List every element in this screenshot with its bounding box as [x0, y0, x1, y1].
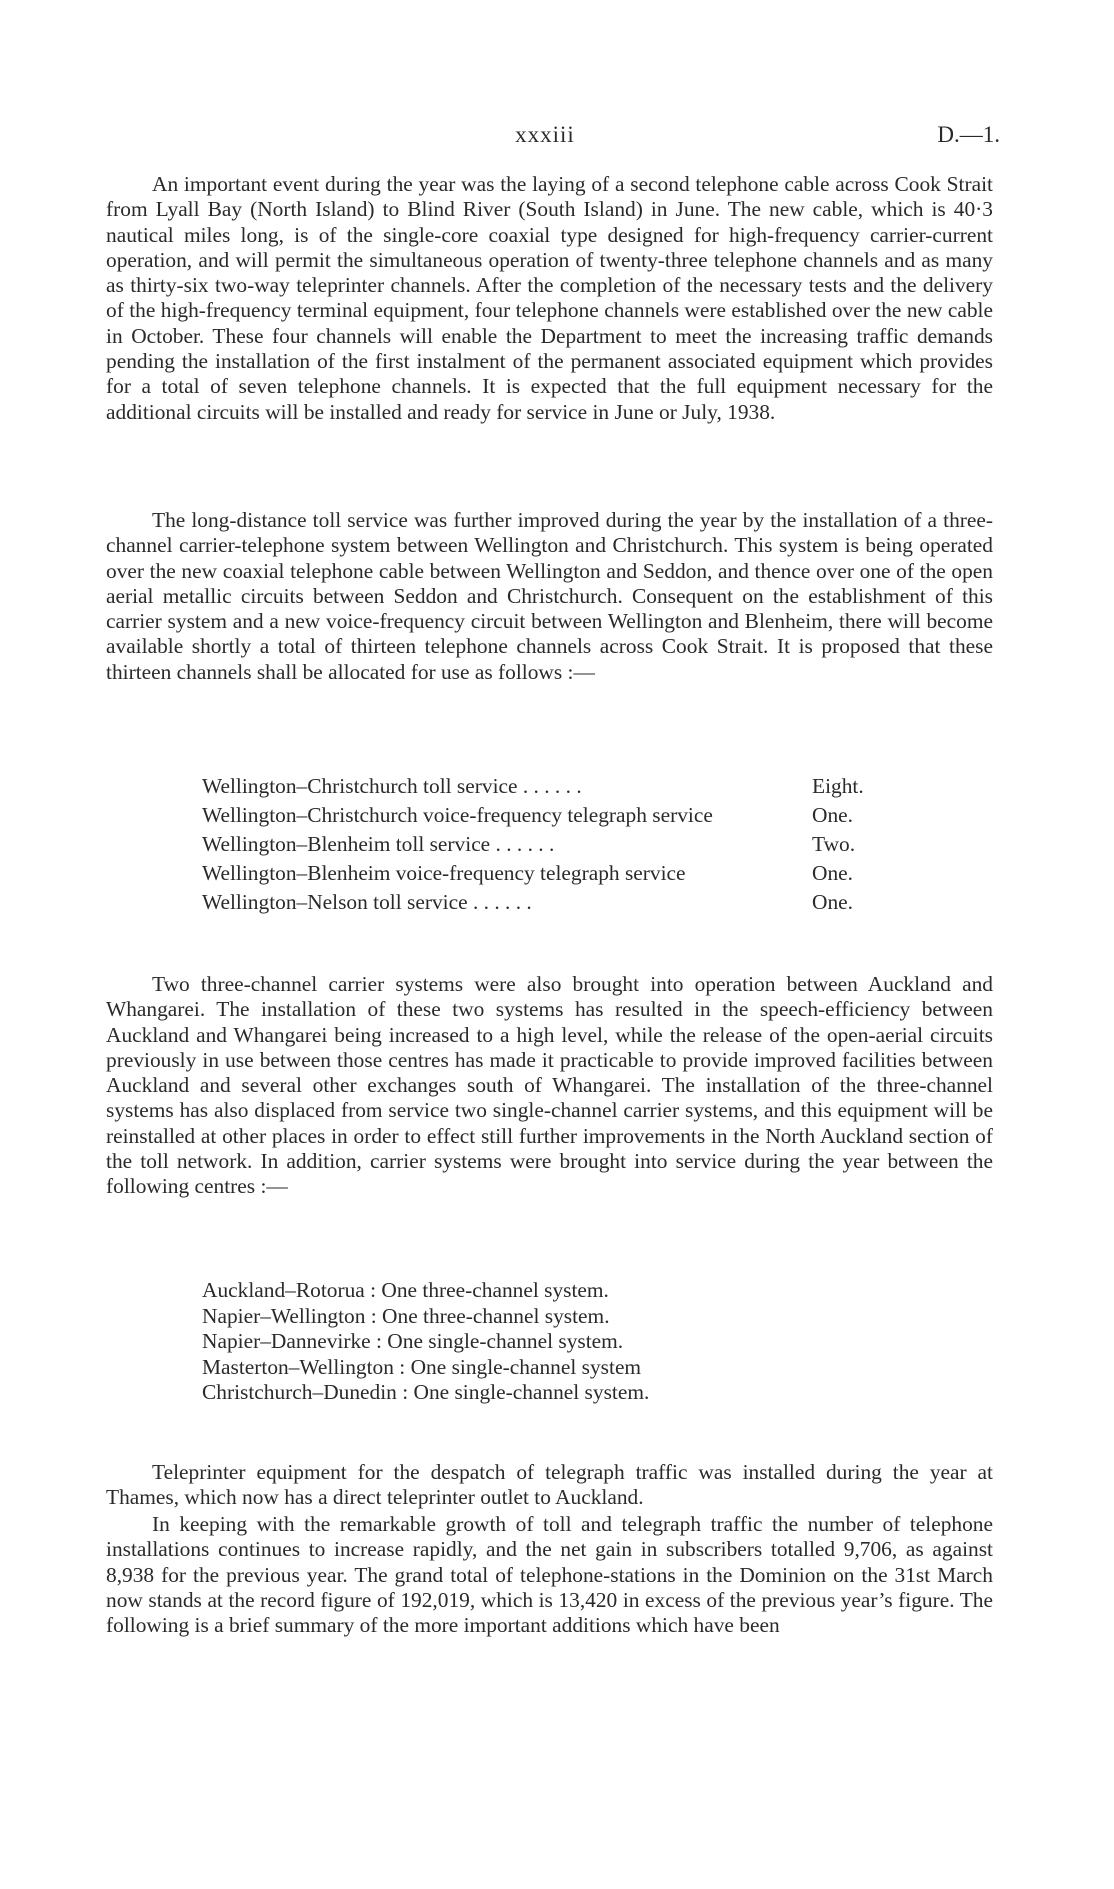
carrier-system-item: Christchurch–Dunedin : One single-channel system. [202, 1380, 650, 1405]
paragraph-cook-strait-cable: An important event during the year was the laying of a second telephone cable across Cook Strait from Lyall Bay (North Island) to Blind River (South Island) in June. The new cable, which is 40·3 nautical miles long, is of the single-core coaxial type designed for high-frequency carrier-current operation, and will permit the simultaneous operation of twenty-three telephone channels and as many as thirty-six two-way teleprinter channels. After the completion of the necessary tests and the delivery of the high-frequency terminal equipment, four telephone channels were established over the new cable in October. These four channels will enable the Department to meet the increasing traffic demands pending the installation of the first instalment of the permanent associated equipment which provides for a total of seven telephone channels. It is expected that the full equipment necessary for the additional circuits will be installed and ready for service in June or July, 1938. [106, 172, 993, 424]
page-number: xxxiii [515, 122, 575, 147]
carrier-systems-list [202, 1278, 802, 1406]
paragraph-auckland-whangarei: Two three-channel carrier systems were also brought into operation between Auckland and Whangarei. The installation of these two systems has resulted in the speech-efficiency between Auckland and Whangarei being increased to a high level, while the release of the open-aerial circuits previously in use between those centres has made it practicable to provide improved facilities between Auckland and several other exchanges south of Whangarei. The installation of the three-channel systems has also displaced from service two single-channel carrier systems, and this equipment will be reinstalled at other places in order to effect still further improvements in the North Auckland section of the toll network. In addition, carrier systems were brought into service during the year between the following centres :— [106, 972, 993, 1199]
allocation-channels: Eight. [812, 774, 864, 798]
paragraph-toll-service: The long-distance toll service was further improved during the year by the installation of a three-channel carrier-telephone system between Wellington and Christchurch. This system is being operated over the new coaxial telephone cable between Wellington and Seddon, and thence over one of the open aerial metallic circuits between Seddon and Christchurch. Consequent on the establishment of this carrier system and a new voice-frequency circuit between Wellington and Blenheim, there will become available shortly a total of thirteen telephone channels across Cook Strait. It is proposed that these thirteen channels shall be allocated for use as follows :— [106, 508, 993, 684]
allocation-service: Wellington–Christchurch toll service . . . . . . [202, 774, 582, 798]
allocation-service: Wellington–Blenheim toll service . . . . . . [202, 832, 555, 856]
carrier-system-item: Masterton–Wellington : One single-channel system [202, 1354, 642, 1379]
allocation-row [202, 861, 902, 890]
allocation-row [202, 832, 902, 861]
allocation-row [202, 774, 902, 803]
allocation-channels: Two. [812, 832, 856, 856]
allocation-service: Wellington–Nelson toll service . . . . . . [202, 890, 532, 914]
document-reference: D.—1. [937, 122, 1000, 147]
carrier-system-item: Napier–Wellington : One three-channel system. [202, 1303, 610, 1328]
carrier-system-item: Napier–Dannevirke : One single-channel system. [202, 1329, 624, 1354]
allocation-service: Wellington–Blenheim voice-frequency telegraph service [202, 861, 686, 885]
carrier-system-item: Auckland–Rotorua : One three-channel system. [202, 1278, 609, 1302]
allocation-channels: One. [812, 861, 853, 885]
paragraph-teleprinter-thames: Teleprinter equipment for the despatch of telegraph traffic was installed during the year at Thames, which now has a direct teleprinter outlet to Auckland. [106, 1460, 993, 1510]
channel-allocation-list [202, 774, 902, 919]
allocation-row [202, 890, 902, 919]
allocation-service: Wellington–Christchurch voice-frequency telegraph service [202, 803, 713, 827]
allocation-row [202, 803, 902, 832]
allocation-channels: One. [812, 890, 853, 914]
paragraph-telephone-growth: In keeping with the remarkable growth of toll and telegraph traffic the number of telephone installations continues to increase rapidly, and the net gain in subscribers totalled 9,706, as against 8,938 for the previous year. The grand total of telephone-stations in the Dominion on the 31st March now stands at the record figure of 192,019, which is 13,420 in excess of the previous year’s figure. The following is a brief summary of the more important additions which have been [106, 1512, 993, 1638]
allocation-channels: One. [812, 803, 853, 827]
